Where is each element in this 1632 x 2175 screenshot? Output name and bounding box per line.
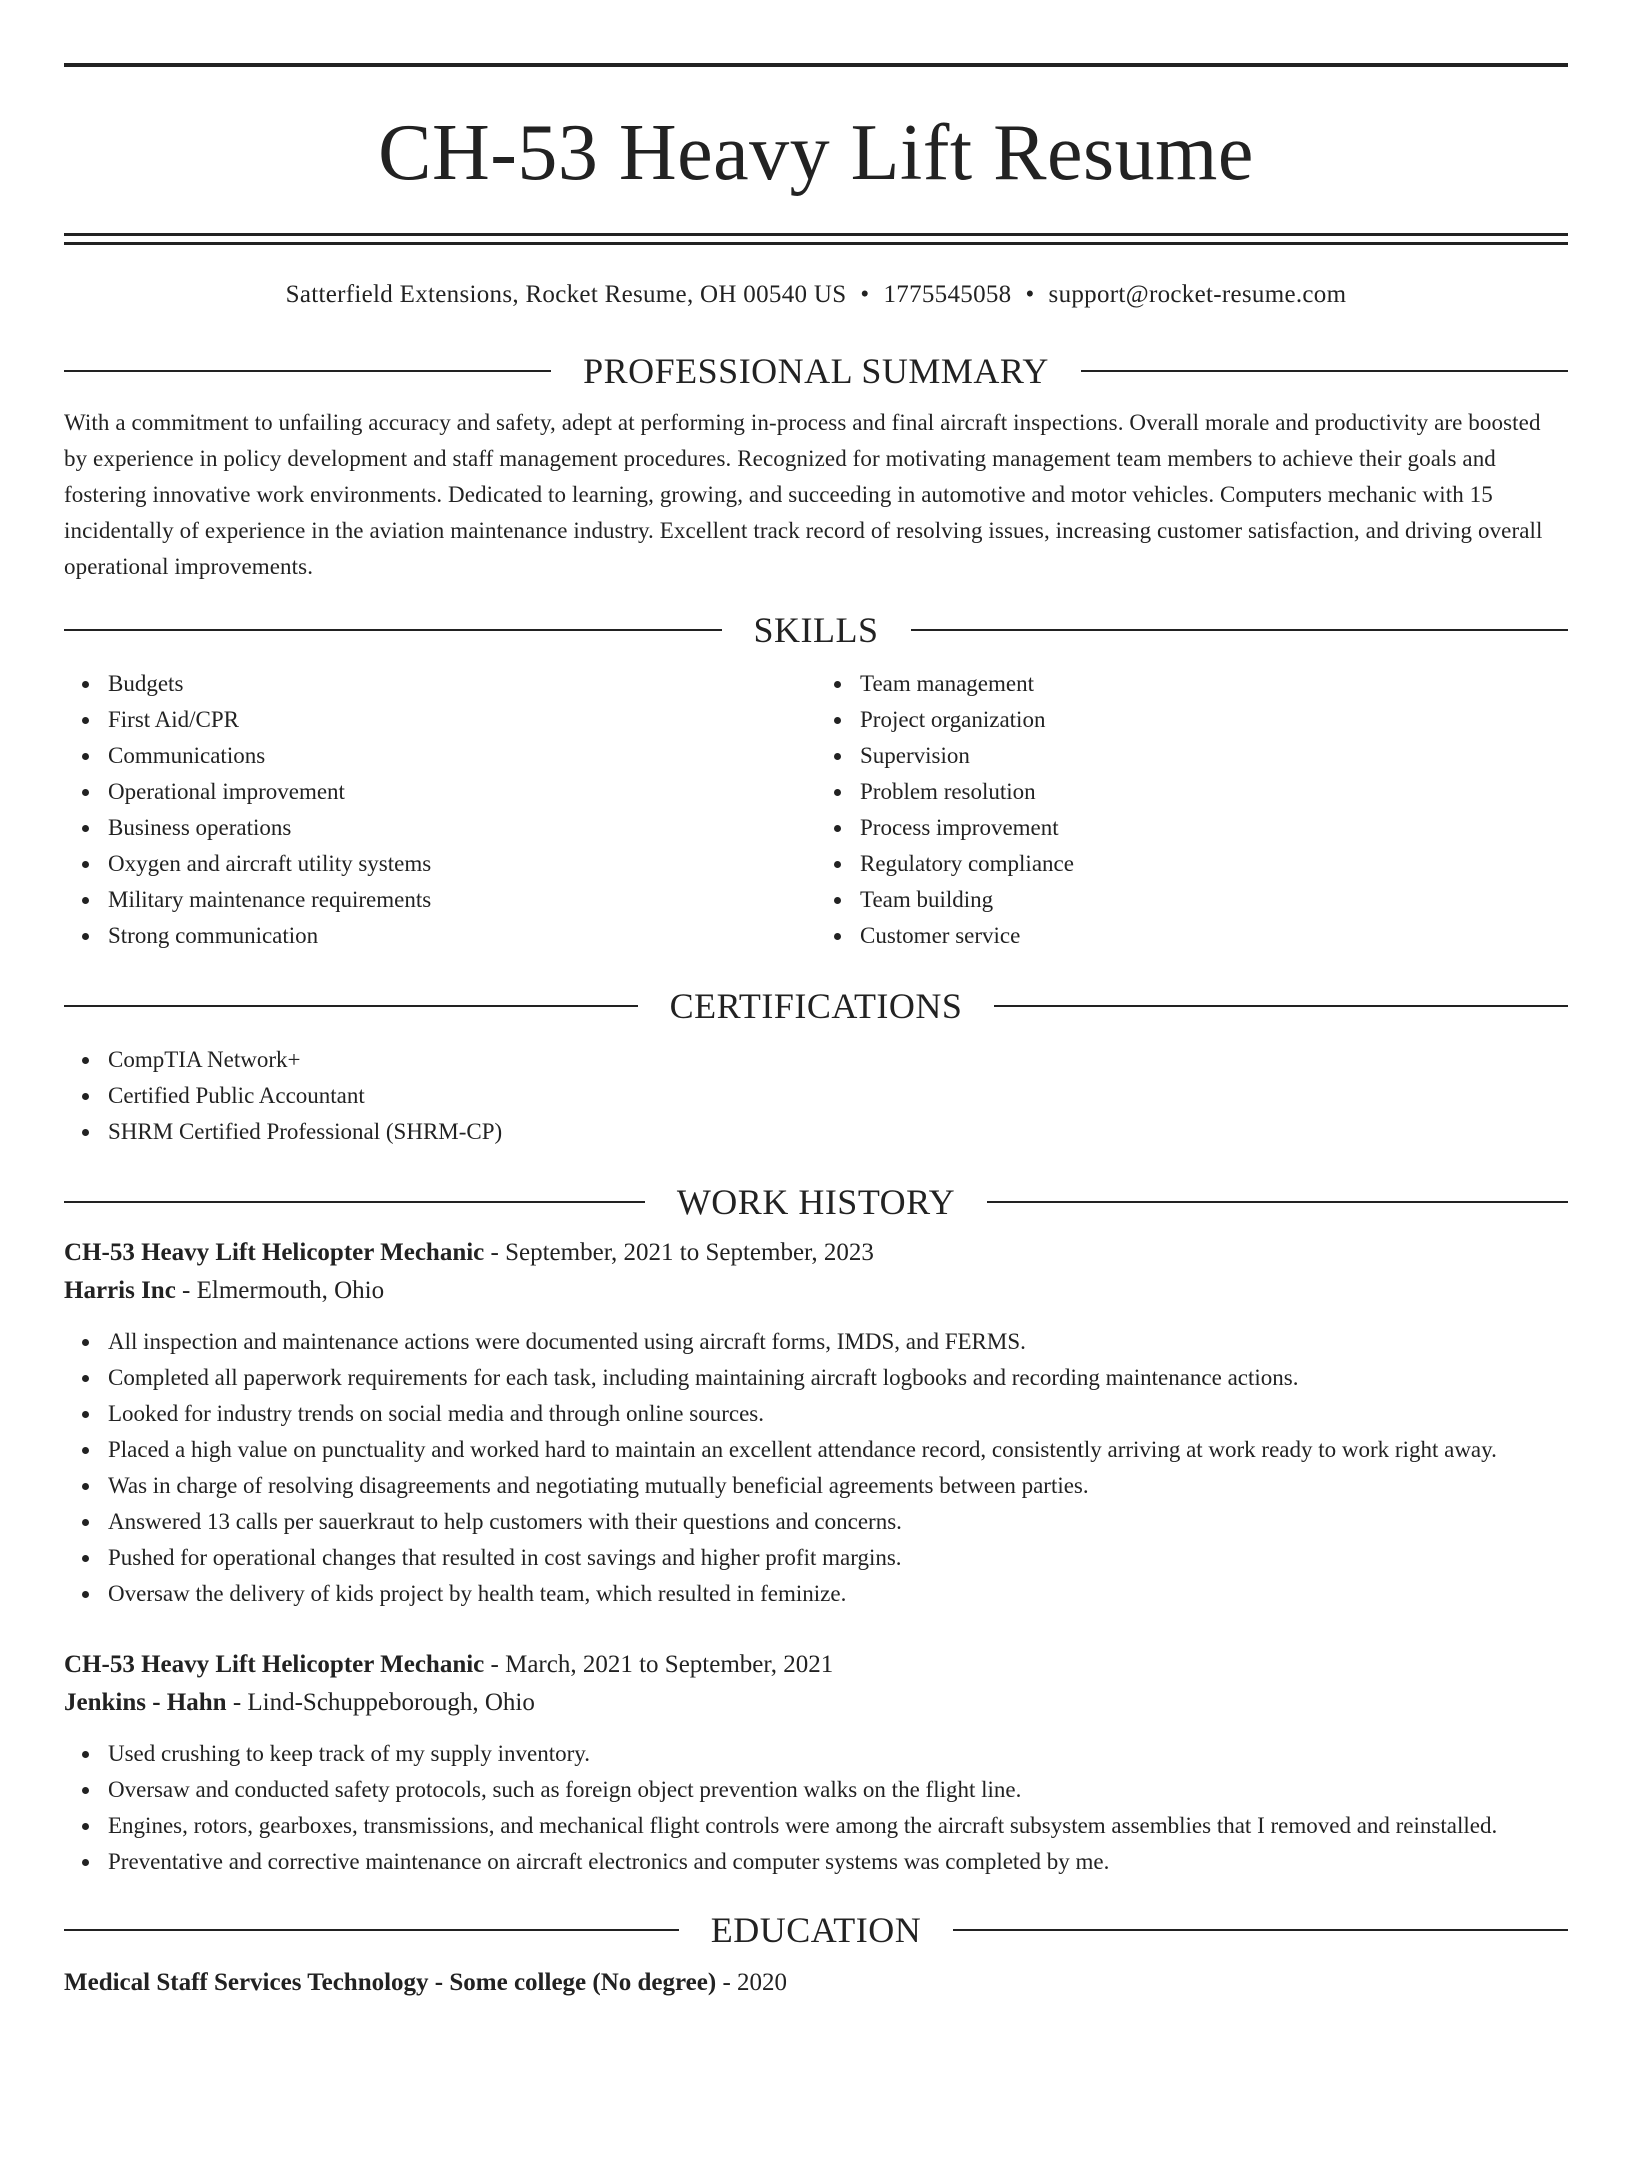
job-title-line bbox=[64, 1234, 1568, 1272]
summary-heading bbox=[64, 349, 1568, 393]
summary-text: With a commitment to unfailing accuracy and safety, adept at performing in-process and final aircraft inspections. Overall morale and productivity are boosted by experience in policy development and staff management procedures. Recognized for motivating management team members to achieve their goals and fostering innovative work environments. Dedicated to learning, growing, and succeeding in automotive and motor vehicles. Computers mechanic with 15 incidentally of experience in the aviation maintenance industry. Excellent track record of resolving issues, increasing customer satisfaction, and driving overall operational improvements. bbox=[64, 410, 1543, 579]
skill-item: Oxygen and aircraft utility systems bbox=[108, 846, 816, 882]
heading-rule-left bbox=[64, 1929, 679, 1931]
contact-separator: • bbox=[1025, 281, 1035, 308]
heading-rule-right bbox=[911, 629, 1569, 631]
job-duty-item: Completed all paperwork requirements for each task, including maintaining aircraft logbooks and recording maintenance actions. bbox=[108, 1360, 1568, 1396]
summary-heading-text: PROFESSIONAL SUMMARY bbox=[583, 351, 1049, 391]
job-company-line bbox=[64, 1272, 1568, 1310]
job-duty-item: Preventative and corrective maintenance on aircraft electronics and computer systems was completed by me. bbox=[108, 1844, 1568, 1880]
contact-email: support@rocket-resume.com bbox=[1048, 281, 1347, 308]
skill-item: Team management bbox=[860, 666, 1568, 702]
skill-item: Process improvement bbox=[860, 810, 1568, 846]
job-duty-item: Oversaw the delivery of kids project by health team, which resulted in feminize. bbox=[108, 1576, 1568, 1612]
job-location: - Lind-Schuppeborough, Ohio bbox=[226, 1689, 535, 1716]
skill-item: Customer service bbox=[860, 918, 1568, 954]
resume-page bbox=[0, 63, 1632, 2175]
job-location: - Elmermouth, Ohio bbox=[175, 1277, 385, 1304]
heading-rule-right bbox=[953, 1929, 1568, 1931]
skill-item: Strong communication bbox=[108, 918, 816, 954]
heading-rule-left bbox=[64, 1005, 638, 1007]
heading-rule-left bbox=[64, 370, 551, 372]
skills-columns bbox=[64, 666, 1568, 954]
job-duty-item: Used crushing to keep track of my supply inventory. bbox=[108, 1736, 1568, 1772]
work-history-heading bbox=[64, 1180, 1568, 1224]
heading-rule-right bbox=[987, 1201, 1568, 1203]
certification-item: SHRM Certified Professional (SHRM-CP) bbox=[108, 1114, 1568, 1150]
skill-item: Operational improvement bbox=[108, 774, 816, 810]
job-entry bbox=[64, 1234, 1568, 1612]
education-degree: Medical Staff Services Technology - Some college (No degree) bbox=[64, 1969, 717, 1996]
contact-line bbox=[64, 279, 1568, 311]
job-company: Jenkins - Hahn bbox=[64, 1689, 227, 1716]
job-title: CH-53 Heavy Lift Helicopter Mechanic bbox=[64, 1239, 485, 1266]
job-duty-item: Pushed for operational changes that resulted in cost savings and higher profit margins. bbox=[108, 1540, 1568, 1576]
education-entry bbox=[64, 1964, 1568, 2002]
heading-rule-left bbox=[64, 629, 722, 631]
job-entry bbox=[64, 1646, 1568, 1880]
job-duty-item: Was in charge of resolving disagreements and negotiating mutually beneficial agreements between parties. bbox=[108, 1468, 1568, 1504]
skills-heading-text: SKILLS bbox=[753, 610, 879, 650]
skill-item: Military maintenance requirements bbox=[108, 882, 816, 918]
skill-item: Project organization bbox=[860, 702, 1568, 738]
job-company: Harris Inc bbox=[64, 1277, 176, 1304]
job-duties-list bbox=[64, 1324, 1568, 1612]
certifications-heading bbox=[64, 984, 1568, 1028]
job-dates: - September, 2021 to September, 2023 bbox=[484, 1239, 874, 1266]
job-duty-item: All inspection and maintenance actions were documented using aircraft forms, IMDS, and FERMS. bbox=[108, 1324, 1568, 1360]
job-duties-list bbox=[64, 1736, 1568, 1880]
skill-item: Regulatory compliance bbox=[860, 846, 1568, 882]
certification-item: Certified Public Accountant bbox=[108, 1078, 1568, 1114]
skills-list-right bbox=[816, 666, 1568, 954]
skill-item: Problem resolution bbox=[860, 774, 1568, 810]
job-title-line bbox=[64, 1646, 1568, 1684]
top-rule bbox=[64, 63, 1568, 67]
job-duty-item: Oversaw and conducted safety protocols, such as foreign object prevention walks on the flight line. bbox=[108, 1772, 1568, 1808]
job-dates: - March, 2021 to September, 2021 bbox=[484, 1651, 834, 1678]
contact-phone: 1775545058 bbox=[883, 281, 1012, 308]
resume-title: CH-53 Heavy Lift Resume bbox=[378, 109, 1254, 197]
job-duty-item: Placed a high value on punctuality and worked hard to maintain an excellent attendance record, consistently arriving at work ready to work right away. bbox=[108, 1432, 1568, 1468]
job-duty-item: Engines, rotors, gearboxes, transmissions, and mechanical flight controls were among the aircraft subsystem assemblies that I removed and reinstalled. bbox=[108, 1808, 1568, 1844]
education-heading bbox=[64, 1908, 1568, 1952]
contact-address: Satterfield Extensions, Rocket Resume, OH 00540 US bbox=[285, 281, 847, 308]
heading-rule-right bbox=[994, 1005, 1568, 1007]
skill-item: Communications bbox=[108, 738, 816, 774]
certification-item: CompTIA Network+ bbox=[108, 1042, 1568, 1078]
heading-rule-left bbox=[64, 1201, 645, 1203]
certifications-list bbox=[64, 1042, 1568, 1150]
skill-item: Supervision bbox=[860, 738, 1568, 774]
contact-separator: • bbox=[860, 281, 870, 308]
skill-item: Team building bbox=[860, 882, 1568, 918]
title-double-rule bbox=[64, 233, 1568, 245]
job-duty-item: Answered 13 calls per sauerkraut to help customers with their questions and concerns. bbox=[108, 1504, 1568, 1540]
skill-item: Budgets bbox=[108, 666, 816, 702]
certifications-heading-text: CERTIFICATIONS bbox=[669, 986, 963, 1026]
education-year: - 2020 bbox=[716, 1969, 788, 1996]
skill-item: First Aid/CPR bbox=[108, 702, 816, 738]
education-heading-text: EDUCATION bbox=[710, 1910, 922, 1950]
job-company-line bbox=[64, 1684, 1568, 1722]
skills-heading bbox=[64, 608, 1568, 652]
heading-rule-right bbox=[1081, 370, 1568, 372]
skills-list-left bbox=[64, 666, 816, 954]
job-duty-item: Looked for industry trends on social media and through online sources. bbox=[108, 1396, 1568, 1432]
skill-item: Business operations bbox=[108, 810, 816, 846]
job-title: CH-53 Heavy Lift Helicopter Mechanic bbox=[64, 1651, 485, 1678]
work-history-heading-text: WORK HISTORY bbox=[676, 1182, 956, 1222]
